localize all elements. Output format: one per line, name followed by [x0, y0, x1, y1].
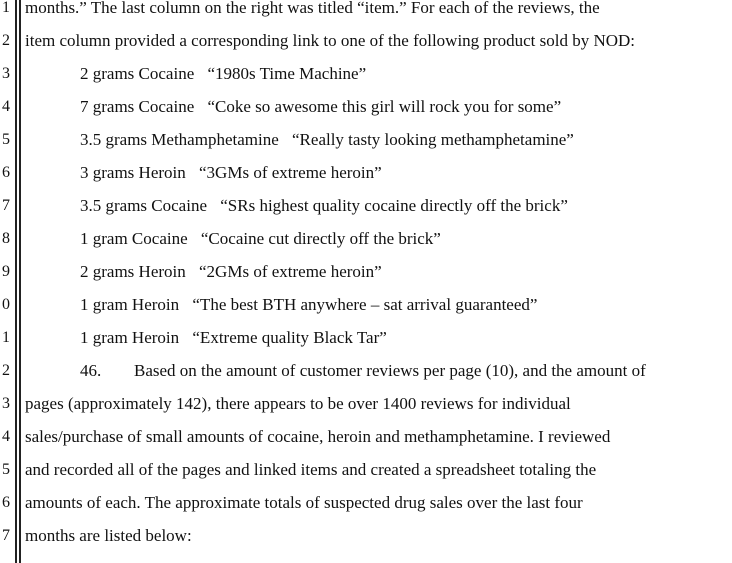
- line-number: 4: [2, 428, 10, 445]
- product-amount: 3.5 grams Methamphetamine: [80, 130, 279, 149]
- body-text-line: item column provided a corresponding link to one of the following product sold by NOD:: [25, 31, 636, 50]
- product-item: [80, 196, 568, 216]
- product-title: “1980s Time Machine”: [207, 64, 367, 83]
- line-number: 6: [2, 494, 10, 511]
- paragraph-46-first-line: [80, 361, 646, 381]
- product-amount: 2 grams Cocaine: [80, 64, 195, 83]
- product-amount: 1 gram Heroin: [80, 328, 180, 347]
- body-text-line: months are listed below:: [25, 526, 192, 545]
- line-number: 5: [2, 131, 10, 148]
- product-title: “SRs highest quality cocaine directly off the brick”: [220, 196, 568, 215]
- line-number: 7: [2, 197, 10, 214]
- line-number: 3: [2, 65, 10, 82]
- line-number: 4: [2, 98, 10, 115]
- product-title: “Extreme quality Black Tar”: [192, 328, 387, 347]
- line-number: 9: [2, 263, 10, 280]
- product-item: [80, 295, 537, 315]
- body-text-line: months.” The last column on the right was titled “item.” For each of the reviews, the: [25, 0, 600, 17]
- line-number: 1: [2, 0, 10, 16]
- product-item: [80, 229, 441, 249]
- product-title: “Coke so awesome this girl will rock you for some”: [207, 97, 562, 116]
- body-text-line: and recorded all of the pages and linked items and created a spreadsheet totaling the: [25, 460, 597, 479]
- line-number: 0: [2, 296, 10, 313]
- line-number: 6: [2, 164, 10, 181]
- line-number: 8: [2, 230, 10, 247]
- product-item: [80, 262, 382, 282]
- product-amount: 1 gram Heroin: [80, 295, 180, 314]
- body-text-line: amounts of each. The approximate totals of suspected drug sales over the last four: [25, 493, 583, 512]
- product-item: [80, 328, 387, 348]
- product-title: “The best BTH anywhere – sat arrival guaranteed”: [192, 295, 538, 314]
- product-amount: 3.5 grams Cocaine: [80, 196, 207, 215]
- paragraph-number: 46.: [80, 361, 102, 380]
- line-number: 2: [2, 32, 10, 49]
- product-title: “Really tasty looking methamphetamine”: [292, 130, 574, 149]
- product-amount: 3 grams Heroin: [80, 163, 186, 182]
- margin-rule: [19, 0, 21, 563]
- product-item: [80, 97, 561, 117]
- margin-rule: [15, 0, 17, 563]
- product-amount: 7 grams Cocaine: [80, 97, 195, 116]
- body-text-line: pages (approximately 142), there appears to be over 1400 reviews for individual: [25, 394, 571, 413]
- line-number: 3: [2, 395, 10, 412]
- product-amount: 2 grams Heroin: [80, 262, 186, 281]
- product-title: “Cocaine cut directly off the brick”: [200, 229, 441, 248]
- product-item: [80, 163, 382, 183]
- line-number: 1: [2, 329, 10, 346]
- line-number: 5: [2, 461, 10, 478]
- product-item: [80, 64, 366, 84]
- product-item: [80, 130, 574, 150]
- body-text-line: sales/purchase of small amounts of cocaine, heroin and methamphetamine. I reviewed: [25, 427, 611, 446]
- line-number: 2: [2, 362, 10, 379]
- product-title: “2GMs of extreme heroin”: [199, 262, 382, 281]
- product-amount: 1 gram Cocaine: [80, 229, 188, 248]
- product-title: “3GMs of extreme heroin”: [199, 163, 382, 182]
- paragraph-text: Based on the amount of customer reviews per page (10), and the amount of: [134, 361, 646, 380]
- line-number: 7: [2, 527, 10, 544]
